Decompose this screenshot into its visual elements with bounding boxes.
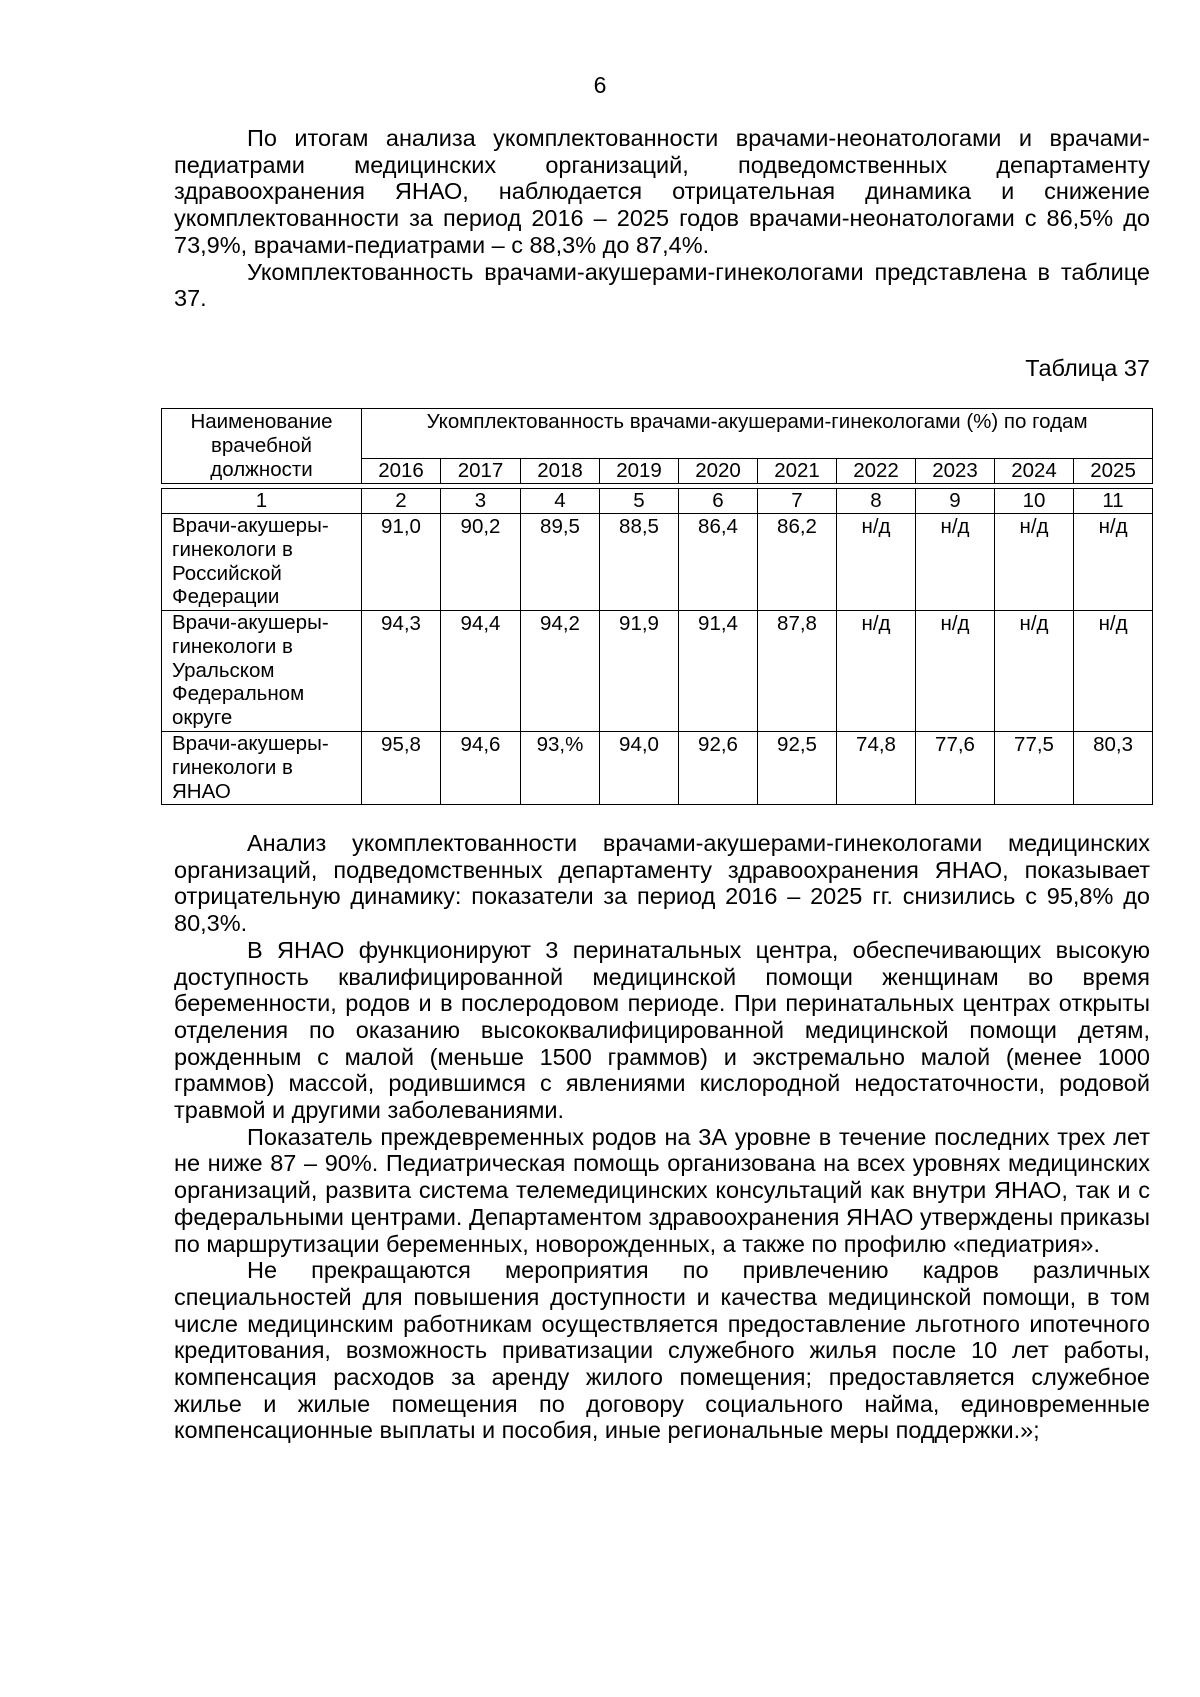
table-cell: н/д — [916, 611, 995, 732]
table-cell: 88,5 — [600, 514, 679, 611]
table-cell: н/д — [1074, 611, 1153, 732]
column-number: 3 — [441, 489, 521, 514]
column-number: 8 — [837, 489, 916, 514]
intro-text — [174, 125, 1150, 312]
paragraph: Не прекращаются мероприятия по привлечению кадров различных специальностей для повышения доступности и качества медицинской помощи, в том числе медицинским работникам осуществляется предоставление льготного ипотечного кредитования, возможность приватизации служебного жилья после 10 лет работы, компенсация расходов за аренду жилого помещения; предоставляется служебное жилье и жилые помещения по договору социального найма, единовременные компенсационные выплаты и пособия, иные региональные меры поддержки.»; — [174, 1257, 1150, 1444]
column-number: 1 — [162, 489, 362, 514]
column-number: 10 — [995, 489, 1074, 514]
table-cell: 94,6 — [441, 732, 521, 805]
table-cell: 86,2 — [758, 514, 837, 611]
year-header: 2019 — [600, 459, 679, 484]
table-cell: 77,6 — [916, 732, 995, 805]
table-cell: 94,3 — [362, 611, 441, 732]
table-cell: 91,9 — [600, 611, 679, 732]
column-header-staffing: Укомплектованность врачами-акушерами-гинекологами (%) по годам — [362, 409, 1153, 459]
table-cell: 90,2 — [441, 514, 521, 611]
table-cell: н/д — [995, 611, 1074, 732]
column-number: 2 — [362, 489, 441, 514]
column-number: 9 — [916, 489, 995, 514]
table-row — [162, 611, 1153, 732]
column-number: 6 — [679, 489, 758, 514]
paragraph: По итогам анализа укомплектованности врачами-неонатологами и врачами-педиатрами медицинских организаций, подведомственных департаменту здравоохранения ЯНАО, наблюдается отрицательная динамика и снижение укомплектованности за период 2016 – 2025 годов врачами-неонатологами с 86,5% до 73,9%, врачами-педиатрами – с 88,3% до 87,4%. — [174, 125, 1150, 258]
year-header: 2021 — [758, 459, 837, 484]
table-cell: 93,% — [521, 732, 600, 805]
table-row — [162, 514, 1153, 611]
year-header: 2025 — [1074, 459, 1153, 484]
table-cell: н/д — [995, 514, 1074, 611]
column-header-position: Наименование врачебной должности — [162, 409, 362, 484]
body-text — [174, 830, 1150, 1444]
table-cell: 89,5 — [521, 514, 600, 611]
table-cell: 92,6 — [679, 732, 758, 805]
table-cell: 80,3 — [1074, 732, 1153, 805]
table-caption: Таблица 37 — [1025, 355, 1150, 381]
paragraph: Анализ укомплектованности врачами-акушерами-гинекологами медицинских организаций, подведомственных департаменту здравоохранения ЯНАО, показывает отрицательную динамику: показатели за период 2016 – 2025 гг. снизились с 95,8% до 80,3%. — [174, 830, 1150, 937]
year-header: 2017 — [441, 459, 521, 484]
table-cell: н/д — [1074, 514, 1153, 611]
table-cell: н/д — [837, 514, 916, 611]
paragraph: Укомплектованность врачами-акушерами-гинекологами представлена в таблице 37. — [174, 258, 1150, 312]
year-header: 2018 — [521, 459, 600, 484]
year-header: 2024 — [995, 459, 1074, 484]
table-cell: 77,5 — [995, 732, 1074, 805]
column-number: 5 — [600, 489, 679, 514]
table-cell: 91,0 — [362, 514, 441, 611]
table-cell: 94,4 — [441, 611, 521, 732]
column-number: 11 — [1074, 489, 1153, 514]
table-cell: 87,8 — [758, 611, 837, 732]
page-number: 6 — [593, 72, 607, 98]
table-cell: 94,0 — [600, 732, 679, 805]
year-header: 2023 — [916, 459, 995, 484]
table-cell: н/д — [837, 611, 916, 732]
column-number: 7 — [758, 489, 837, 514]
row-label: Врачи-акушеры-гинекологи в Российской Федерации — [162, 514, 362, 611]
table-cell: 91,4 — [679, 611, 758, 732]
table-cell: 94,2 — [521, 611, 600, 732]
column-number: 4 — [521, 489, 600, 514]
table-cell: 74,8 — [837, 732, 916, 805]
row-label: Врачи-акушеры-гинекологи в ЯНАО — [162, 732, 362, 805]
year-header: 2022 — [837, 459, 916, 484]
paragraph: В ЯНАО функционируют 3 перинатальных центра, обеспечивающих высокую доступность квалифицированной медицинской помощи женщинам во время беременности, родов и в послеродовом периоде. При перинатальных центрах открыты отделения по оказанию высококвалифицированной медицинской помощи детям, рожденным с малой (меньше 1500 граммов) и экстремально малой (менее 1000 граммов) массой, родившимся с явлениями кислородной недостаточности, родовой травмой и другими заболеваниями. — [174, 936, 1150, 1124]
table-cell: 86,4 — [679, 514, 758, 611]
table-cell: н/д — [916, 514, 995, 611]
table-cell: 95,8 — [362, 732, 441, 805]
year-header: 2020 — [679, 459, 758, 484]
year-header: 2016 — [362, 459, 441, 484]
paragraph: Показатель преждевременных родов на 3А уровне в течение последних трех лет не ниже 87 – 90%. Педиатрическая помощь организована на всех уровнях медицинских организаций, развита система телемедицинских консультаций как внутри ЯНАО, так и с федеральными центрами. Департаментом здравоохранения ЯНАО утверждены приказы по маршрутизации беременных, новорожденных, а также по профилю «педиатрия». — [174, 1123, 1150, 1257]
table-row — [162, 732, 1153, 805]
staffing-table — [161, 408, 1153, 805]
table-cell: 92,5 — [758, 732, 837, 805]
row-label: Врачи-акушеры-гинекологи в Уральском Федеральном округе — [162, 611, 362, 732]
